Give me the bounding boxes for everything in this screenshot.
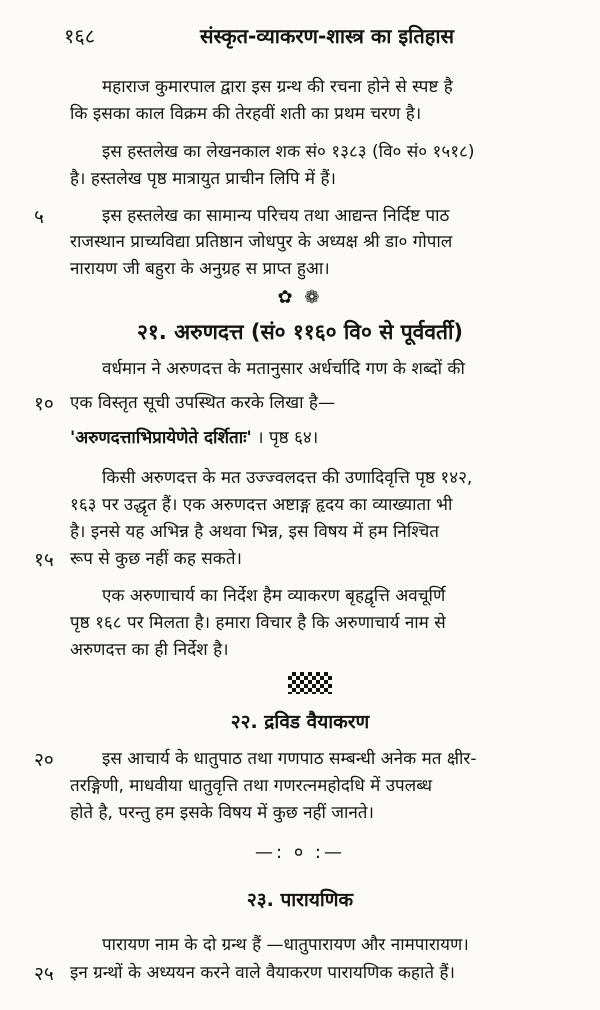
text-line-content: अरुणदत्त का ही निर्देश है।: [70, 640, 229, 660]
text-line-content: महाराज कुमारपाल द्वारा इस ग्रन्थ की रचना होने से स्पष्ट है: [102, 77, 453, 97]
line-number: १०: [34, 393, 54, 415]
section-heading-23: २३. पारायणिक: [246, 889, 354, 911]
text-line-content: पृष्ठ १६८ पर मिलता है। हमारा विचार है कि अरुणाचार्य नाम से: [70, 613, 446, 633]
text-line-content: कि इसका काल विक्रम की तेरहवीं शती का प्रथम चरण है।: [70, 104, 422, 124]
text-line-content: राजस्थान प्राच्यविद्या प्रतिष्ठान जोधपुर के अध्यक्ष श्री डा० गोपाल: [70, 232, 453, 252]
sanskrit-quote: 'अरुणदत्ताभिप्रायेणेते दर्शिताः': [70, 428, 252, 448]
text-line-content: है। इनसे यह अभिन्न है अथवा भिन्न, इस विषय में हम निश्चित: [70, 522, 439, 542]
quote-line: [70, 425, 318, 448]
line-number: १५: [34, 549, 54, 571]
text-line-content: इस आचार्य के धातुपाठ तथा गणपाठ सम्बन्धी अनेक मत क्षीर-: [102, 749, 477, 769]
text-line-content: एक अरुणाचार्य का निर्देश हैम व्याकरण बृहद्वृत्ति अवचूर्णि: [102, 586, 446, 606]
checkered-ornament: [288, 672, 332, 694]
page-number: १६८: [64, 24, 96, 48]
flower-ornament: ✿ ❁: [277, 287, 323, 308]
text-line-content: इस हस्तलेख का लेखनकाल शक सं० १३८३ (वि० सं० १५१८): [102, 142, 475, 162]
page-header: [0, 22, 600, 52]
text-line-content: नारायण जी बहुरा के अनुग्रह स प्राप्त हुआ।: [70, 259, 330, 279]
text-line-content: पारायण नाम के दो ग्रन्थ हैं —धातुपारायण और नामपारायण।: [102, 935, 469, 955]
text-line-content: है। हस्तलेख पृष्ठ मात्रायुत प्राचीन लिपि में हैं।: [70, 169, 336, 189]
text-line-content: इस हस्तलेख का सामान्य परिचय तथा आद्यन्त निर्दिष्ट पाठ: [102, 206, 450, 226]
line-number: २०: [34, 749, 54, 771]
text-line-content: इन ग्रन्थों के अध्ययन करने वाले वैयाकरण पारायणिक कहाते हैं।: [70, 963, 455, 983]
line-number: ५: [34, 206, 44, 228]
section-heading-22: २२. द्रविड वैयाकरण: [230, 711, 370, 733]
section-heading-21: २१. अरुणदत्त (सं० ११६० वि० से पूर्ववर्ती): [136, 320, 464, 344]
text-line-content: तरङ्गिणी, माधवीया धातुवृत्ति तथा गणरत्नमहोदधि में उपलब्ध: [70, 776, 432, 796]
text-line-content: एक विस्तृत सूची उपस्थित करके लिखा है—: [70, 393, 335, 413]
text-line-content: होते है, परन्तु हम इसके विषय में कुछ नहीं जानते।: [70, 803, 374, 823]
page-reference: । पृष्ठ ६४।: [257, 428, 319, 448]
line-number: २५: [34, 963, 54, 985]
text-line-content: वर्धमान ने अरुणदत्त के मतानुसार अर्धर्चादि गण के शब्दों की: [102, 359, 465, 379]
text-line-content: किसी अरुणदत्त के मत उज्ज्वलदत्त की उणादिवृत्ति पृष्ठ १४२,: [102, 468, 473, 488]
text-line-content: १६३ पर उद्धृत हैं। एक अरुणदत्त अष्टाङ्ग हृदय का व्याख्याता भी: [70, 495, 453, 515]
separator-ornament: —: ० :—: [255, 842, 345, 863]
running-title: संस्कृत-व्याकरण-शास्त्र का इतिहास: [200, 24, 455, 48]
text-line-content: रूप से कुछ नहीं कह सकते।: [70, 549, 242, 569]
